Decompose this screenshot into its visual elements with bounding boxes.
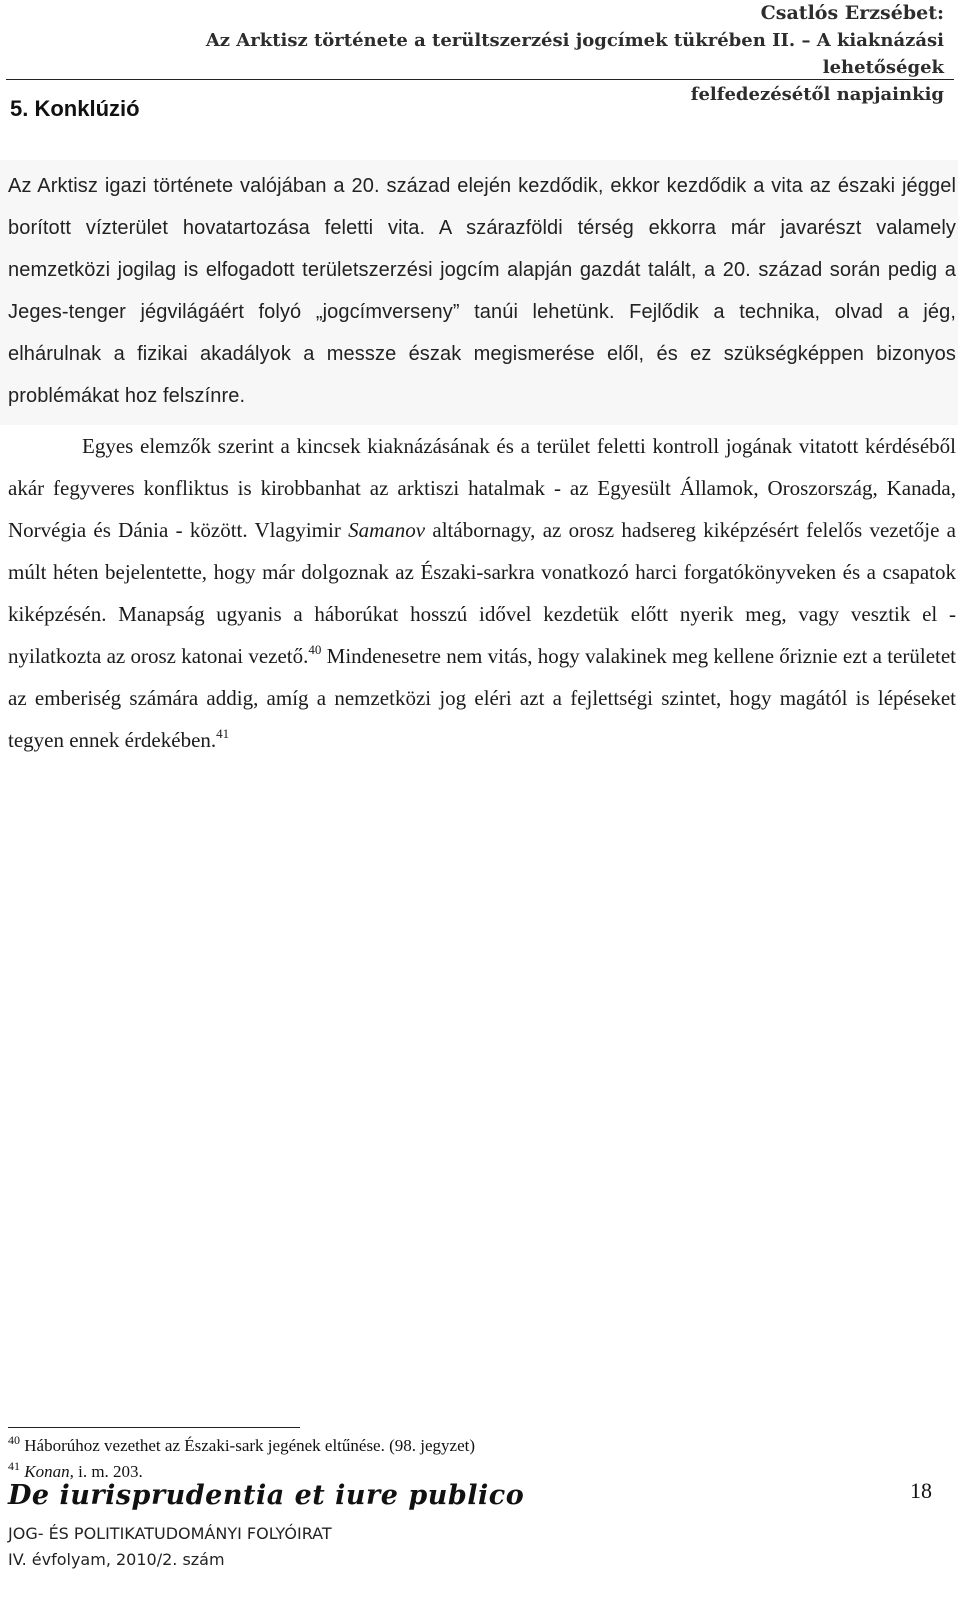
header-title-line-1: Az Arktisz története a terültszerzési jogcímek tükrében II. – A kiaknázási lehetőségek: [205, 30, 944, 78]
footnote-text: i. m. 203.: [73, 1462, 143, 1481]
paragraph-2-text-c: Mindenesetre nem vitás, hogy valakinek meg kellene őriznie ezt a területet az emberiség számára addig, amíg a nemzetközi jog eléri azt a fejlettségi szintet, hogy magától is lépéseket tegyen ennek érdekében.: [8, 644, 957, 752]
running-header: [84, 0, 944, 108]
header-divider: [6, 79, 954, 80]
journal-name: JOG- ÉS POLITIKATUDOMÁNYI FOLYÓIRAT: [8, 1524, 332, 1543]
footnote-40: [8, 1433, 908, 1459]
journal-volume: IV. évfolyam, 2010/2. szám: [8, 1550, 225, 1569]
paragraph-2-text-a: Egyes elemzők szerint a kincsek kiaknázásának és a terület feletti kontroll jogának vitatott kérdéséből akár fegyveres konfliktus is kirobbanhat az arktiszi hatalmak - az Egyesült Államok, Oroszország, Kanada, Norvégia és Dánia - között. Vlagyimir: [8, 434, 956, 542]
header-title-line-2: felfedezésétől napjainkig: [690, 84, 944, 105]
footnote-ref-40[interactable]: 40: [308, 642, 322, 657]
paragraph-2: [8, 425, 956, 761]
italic-name: Samanov: [348, 518, 426, 542]
paragraph-2-text-b: altábornagy, az orosz hadsereg kiképzésért felelős vezetője a múlt héten bejelentette, hogy már dolgoznak az Északi-sarkra vonatkozó harci forgatókönyveken és a csapatok kiképzésén. Manapság ugyanis a háborúkat hosszú idővel kezdetük előtt nyerik meg, vagy vesztik el - nyilatkozta az orosz katonai vezető.: [8, 518, 956, 668]
footnote-ref-41[interactable]: 41: [216, 726, 230, 741]
header-author: Csatlós Erzsébet:: [760, 2, 944, 24]
footnote-number: 40: [8, 1433, 20, 1447]
footnote-italic: Konan,: [24, 1462, 74, 1481]
footnotes: [8, 1433, 908, 1485]
paragraph-1: Az Arktisz igazi története valójában a 20. század elején kezdődik, ekkor kezdődik a vita az északi jéggel borított vízterület hovatartozása feletti vita. A szárazföldi térség ekkorra már javarészt valamely nemzetközi jogilag is elfogadott területszerzési jogcím alapján gazdát talált, a 20. század során pedig a Jeges-tenger jégvilágáért folyó „jogcímverseny” tanúi lehetünk. Fejlődik a technika, olvad a jég, elhárulnak a fizikai akadályok a messze észak megismerése elől, és ez szükségképpen bizonyos problémákat hoz felszínre.: [8, 175, 956, 407]
journal-logo: De iurisprudentia et iure publico: [8, 1480, 525, 1511]
footnote-text: Háborúhoz vezethet az Északi-sark jegének eltűnése. (98. jegyzet): [24, 1436, 476, 1455]
section-heading: 5. Konklúzió: [10, 96, 140, 121]
footnote-number: 41: [8, 1459, 20, 1473]
footnote-divider: [8, 1427, 300, 1428]
page-number: 18: [910, 1478, 932, 1503]
